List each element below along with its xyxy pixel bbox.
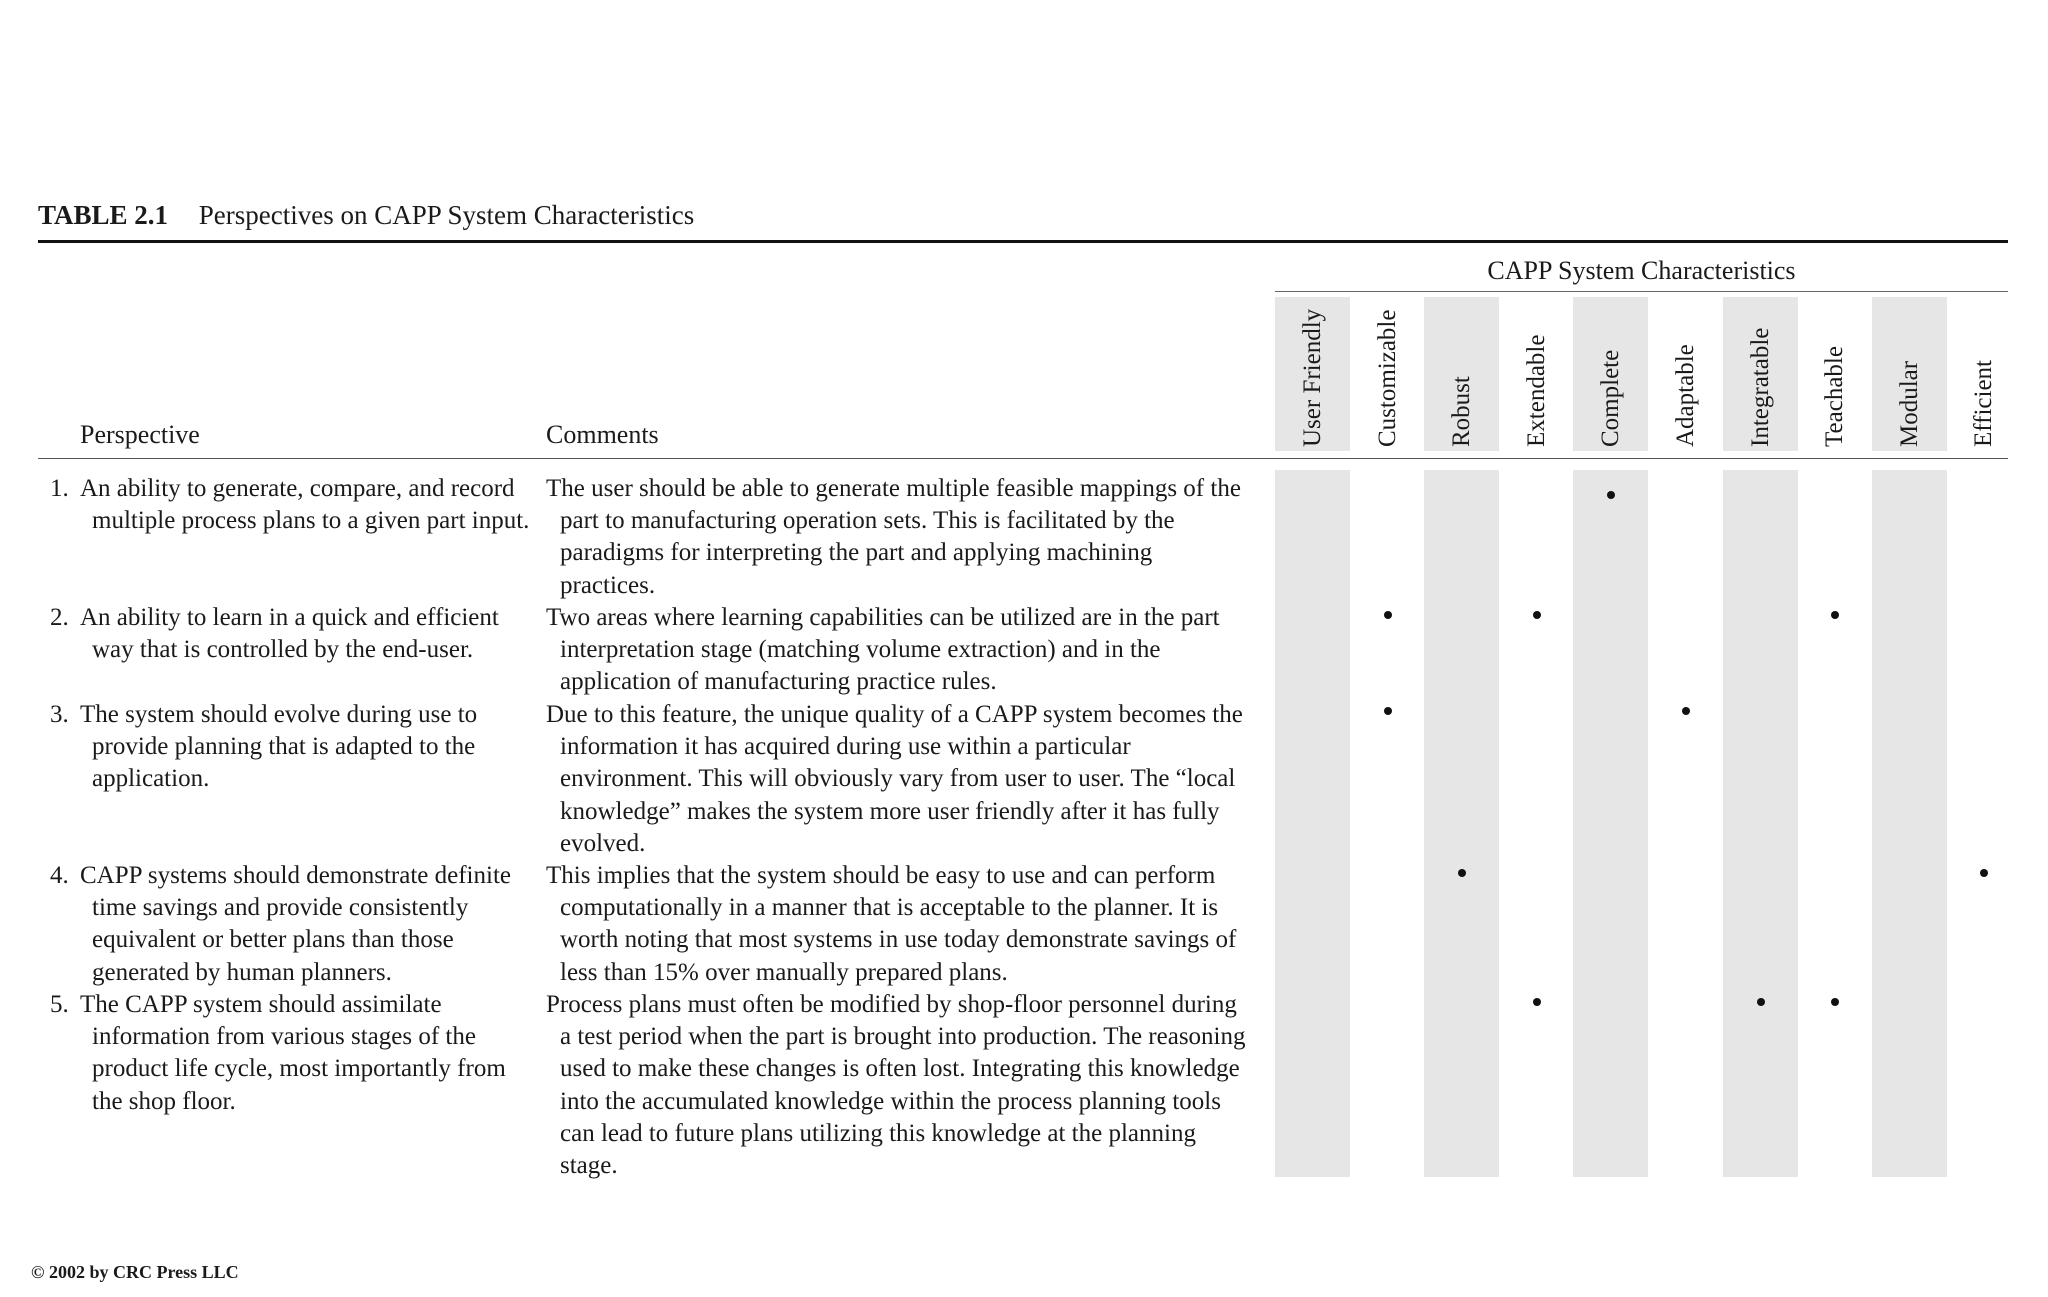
characteristic-mark [1831, 998, 1839, 1006]
characteristic-header-label: Complete [1596, 349, 1624, 447]
comment-cell: Two areas where learning capabilities can be utilized are in the part interpretation stage (matching volume extraction) and in the application of manufacturing practice rules. [546, 604, 1220, 696]
table-title: Perspectives on CAPP System Characteristics [198, 200, 695, 230]
perspective-text: An ability to learn in a quick and efficient way that is controlled by the end-user. [80, 604, 499, 664]
characteristic-header [1946, 297, 2021, 447]
body-shade-column [1275, 470, 1350, 1177]
body-shade-column [1872, 470, 1947, 1177]
characteristic-header [1872, 297, 1947, 447]
comment-cell: Process plans must often be modified by shop-floor personnel during a test period when the part is brought into production. The reasoning used to make these changes is often lost. Integrating this knowledge into the accumulated knowledge within the process planning tools can lead to future plans utilizing this knowledge at the planning stage. [546, 991, 1246, 1180]
characteristic-mark [1458, 869, 1466, 877]
characteristic-mark [1533, 998, 1541, 1006]
characteristic-mark [1384, 611, 1392, 619]
comment-cell: The user should be able to generate multiple feasible mappings of the part to manufacturing operation sets. This is facilitated by the paradigms for interpreting the part and applying machining practices. [546, 475, 1241, 599]
group-rule [1275, 291, 2008, 292]
characteristic-header [1275, 297, 1350, 447]
row-number: 5. [50, 991, 69, 1018]
characteristic-header [1350, 297, 1425, 447]
row-number: 3. [50, 701, 69, 728]
perspective-text: CAPP systems should demonstrate definite time savings and provide consistently equivalent or better plans than those generated by human planners. [80, 862, 511, 986]
top-rule [38, 240, 2008, 243]
characteristic-header [1723, 297, 1798, 447]
perspective-text: The CAPP system should assimilate information from various stages of the product life cycle, most importantly from the shop floor. [80, 991, 506, 1115]
characteristic-header [1424, 297, 1499, 447]
characteristic-mark [1384, 707, 1392, 715]
characteristic-header-label: Customizable [1373, 309, 1401, 447]
characteristic-header [1648, 297, 1723, 447]
row-number: 4. [50, 862, 69, 889]
characteristic-mark [1757, 998, 1765, 1006]
characteristic-header-label: User Friendly [1298, 308, 1326, 447]
row-number: 1. [50, 475, 69, 502]
characteristic-header [1797, 297, 1872, 447]
perspective-cell [50, 699, 530, 796]
characteristic-mark [1533, 611, 1541, 619]
table-label: TABLE 2.1 [38, 200, 169, 230]
characteristic-header-label: Robust [1447, 376, 1475, 447]
characteristic-mark [1607, 491, 1615, 499]
perspective-cell [50, 989, 530, 1118]
perspective-text: The system should evolve during use to provide planning that is adapted to the application. [80, 701, 478, 793]
perspective-cell [50, 860, 530, 989]
characteristic-header-label: Integratable [1746, 327, 1774, 447]
characteristics-group-header: CAPP System Characteristics [1487, 256, 1796, 285]
perspective-cell [50, 473, 530, 537]
body-shade-column [1573, 470, 1648, 1177]
body-shade-column [1723, 470, 1798, 1177]
row-number: 2. [50, 604, 69, 631]
characteristic-header-label: Teachable [1820, 346, 1848, 447]
table-caption [38, 200, 694, 231]
perspective-cell [50, 602, 530, 666]
characteristic-mark [1831, 611, 1839, 619]
perspective-text: An ability to generate, compare, and record multiple process plans to a given part input. [80, 475, 530, 535]
characteristic-header-label: Extendable [1522, 334, 1550, 447]
characteristic-header [1499, 297, 1574, 447]
characteristic-header-label: Adaptable [1671, 344, 1699, 447]
characteristic-mark [1682, 707, 1690, 715]
body-shade-column [1424, 470, 1499, 1177]
characteristic-header [1573, 297, 1648, 447]
copyright-notice: © 2002 by CRC Press LLC [31, 1262, 239, 1282]
characteristic-mark [1980, 869, 1988, 877]
header-rule [38, 458, 2008, 459]
comment-cell: This implies that the system should be easy to use and can perform computationally in a manner that is acceptable to the planner. It is worth noting that most systems in use today demonstrate savings of less than 15% over manually prepared plans. [546, 862, 1237, 986]
comments-header: Comments [546, 420, 659, 449]
comment-cell: Due to this feature, the unique quality of a CAPP system becomes the information it has acquired during use within a particular environment. This will obviously vary from user to user. The “local knowledge” makes the system more user friendly after it has fully evolved. [546, 701, 1243, 857]
characteristic-header-label: Efficient [1969, 360, 1997, 447]
characteristic-header-label: Modular [1895, 360, 1923, 447]
perspective-header: Perspective [80, 420, 200, 449]
